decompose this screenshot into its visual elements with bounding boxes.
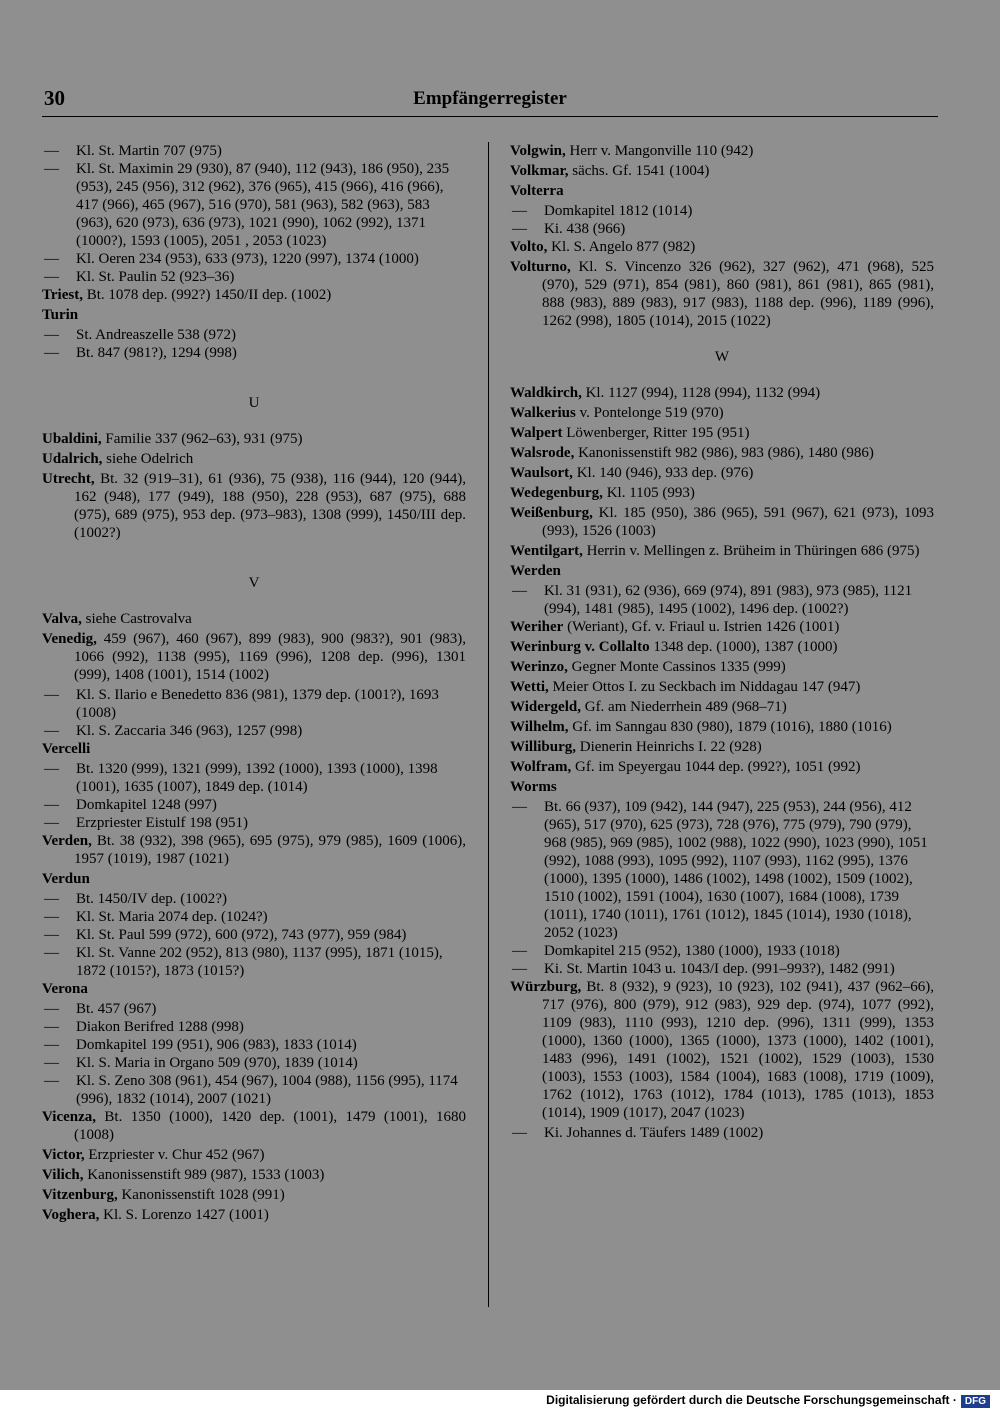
sub-entry-text: Domkapitel 1248 (997) bbox=[76, 797, 217, 813]
entry-headword: Werden bbox=[510, 563, 561, 579]
index-entry bbox=[510, 444, 934, 462]
entry-text: Kanonissenstift 1028 (991) bbox=[117, 1187, 285, 1203]
entry-text: Kl. S. Lorenzo 1427 (1001) bbox=[99, 1207, 269, 1223]
entry-text: Bt. 38 (932), 398 (965), 695 (975), 979 (985), 1609 (1006), 1957 (1019), 1987 (1021) bbox=[74, 833, 466, 867]
index-entry bbox=[510, 698, 934, 716]
index-entry bbox=[42, 980, 466, 998]
sub-entry-text: Bt. 1450/IV dep. (1002?) bbox=[76, 891, 227, 907]
sub-entry-text: Erzpriester Eistulf 198 (951) bbox=[76, 815, 249, 831]
entry-headword: Wolfram, bbox=[510, 759, 572, 775]
entry-text: 1348 dep. (1000), 1387 (1000) bbox=[649, 639, 838, 655]
entry-text: Gegner Monte Cassinos 1335 (999) bbox=[567, 659, 786, 675]
sub-entry bbox=[44, 944, 466, 980]
dash-marker: — bbox=[44, 345, 59, 361]
sub-entry bbox=[44, 142, 466, 160]
entry-headword: Walkerius bbox=[510, 405, 576, 421]
entry-headword: Volkmar, bbox=[510, 163, 569, 179]
dash-marker: — bbox=[512, 203, 527, 219]
index-entry bbox=[42, 306, 466, 324]
sub-entry-text: Kl. S. Zeno 308 (961), 454 (967), 1004 (988), 1156 (995), 1174 (996), 1832 (1014), 2007 (1021) bbox=[76, 1073, 458, 1107]
index-entry bbox=[42, 1146, 466, 1164]
index-entry bbox=[510, 464, 934, 482]
sub-entry bbox=[44, 1000, 466, 1018]
entry-headword: Utrecht, bbox=[42, 471, 95, 487]
entry-headword: Wilhelm, bbox=[510, 719, 569, 735]
index-entry bbox=[510, 384, 934, 402]
dash-marker: — bbox=[512, 799, 527, 815]
dash-marker: — bbox=[44, 927, 59, 943]
dash-marker: — bbox=[44, 327, 59, 343]
index-entry bbox=[510, 778, 934, 796]
dash-marker: — bbox=[44, 891, 59, 907]
entry-text: Bt. 1078 dep. (992?) 1450/II dep. (1002) bbox=[82, 287, 332, 303]
entry-text: Gf. im Sanngau 830 (980), 1879 (1016), 1880 (1016) bbox=[568, 719, 892, 735]
dash-marker: — bbox=[44, 687, 59, 703]
entry-headword: Venedig, bbox=[42, 631, 97, 647]
index-entry bbox=[510, 758, 934, 776]
index-entry bbox=[510, 142, 934, 160]
entry-text: Kl. 1105 (993) bbox=[602, 485, 695, 501]
index-entry bbox=[42, 1108, 466, 1144]
dash-marker: — bbox=[512, 961, 527, 977]
index-entry bbox=[42, 470, 466, 542]
index-entry bbox=[42, 870, 466, 888]
entry-text: Kl. 1127 (994), 1128 (994), 1132 (994) bbox=[581, 385, 821, 401]
entry-text: Gf. im Speyergau 1044 dep. (992?), 1051 (992) bbox=[571, 759, 861, 775]
sub-entry bbox=[44, 326, 466, 344]
entry-headword: Vercelli bbox=[42, 741, 91, 757]
entry-headword: Turin bbox=[42, 307, 79, 323]
sub-entry-text: Domkapitel 215 (952), 1380 (1000), 1933 (1018) bbox=[544, 943, 840, 959]
entry-headword: Wedegenburg, bbox=[510, 485, 603, 501]
sub-entry-text: Kl. 31 (931), 62 (936), 669 (974), 891 (983), 973 (985), 1121 (994), 1481 (985), 1495 (1002), 1496 dep. (1002?) bbox=[544, 583, 913, 617]
sub-entry-text: Kl. St. Maximin 29 (930), 87 (940), 112 (943), 186 (950), 235 (953), 245 (956), 312 (962), 376 (965), 415 (966), 416 (966), 417 (966), 465 (967), 516 (970), 581 (963), 582 (963), 583 (963), 620 (973), 636 (973), 1021 (990), 1062 (992), 1371 (1000?), 1593 (1005), 2051 , 2053 (1023) bbox=[76, 161, 450, 249]
page-header bbox=[42, 86, 938, 117]
entry-text: Herr v. Mangonville 110 (942) bbox=[565, 143, 754, 159]
dash-marker: — bbox=[44, 161, 59, 177]
sub-entry bbox=[512, 220, 934, 238]
sub-entry-text: Kl. St. Paul 599 (972), 600 (972), 743 (977), 959 (984) bbox=[76, 927, 407, 943]
entry-text: Kl. S. Angelo 877 (982) bbox=[547, 239, 696, 255]
section-letter: V bbox=[248, 575, 260, 591]
sub-entry bbox=[512, 960, 934, 978]
dfg-logo: DFG bbox=[961, 1395, 990, 1408]
index-entry bbox=[510, 618, 934, 636]
entry-text: v. Pontelonge 519 (970) bbox=[575, 405, 724, 421]
entry-headword: Voghera, bbox=[42, 1207, 100, 1223]
sub-entry bbox=[44, 908, 466, 926]
sub-entry bbox=[44, 760, 466, 796]
right-column bbox=[510, 142, 934, 1142]
page-number: 30 bbox=[44, 86, 65, 110]
index-entry bbox=[510, 658, 934, 676]
sub-entry bbox=[44, 1036, 466, 1054]
index-entry bbox=[510, 484, 934, 502]
sub-entry bbox=[44, 686, 466, 722]
sub-entry bbox=[512, 582, 934, 618]
index-entry bbox=[42, 630, 466, 684]
entry-text: Familie 337 (962–63), 931 (975) bbox=[101, 431, 303, 447]
dash-marker: — bbox=[44, 761, 59, 777]
dash-marker: — bbox=[44, 269, 59, 285]
dash-marker: — bbox=[44, 909, 59, 925]
sub-entry-text: Kl. St. Maria 2074 dep. (1024?) bbox=[76, 909, 268, 925]
index-entry bbox=[510, 978, 934, 1122]
dash-marker: — bbox=[512, 943, 527, 959]
dash-marker: — bbox=[44, 1055, 59, 1071]
left-column bbox=[42, 142, 466, 1226]
index-entry bbox=[510, 678, 934, 696]
sub-entry bbox=[512, 202, 934, 220]
entry-text: Bt. 32 (919–31), 61 (936), 75 (938), 116 (944), 120 (944), 162 (948), 177 (949), 188 (950), 228 (953), 687 (975), 688 (975), 689 (975), 953 dep. (973–983), 1308 (999), 1450/III dep. (1002?) bbox=[74, 471, 466, 541]
sub-entry-text: Kl. S. Zaccaria 346 (963), 1257 (998) bbox=[76, 723, 303, 739]
index-entry bbox=[510, 238, 934, 256]
entry-headword: Waulsort, bbox=[510, 465, 573, 481]
entry-headword: Verdun bbox=[42, 871, 90, 887]
index-entry bbox=[42, 740, 466, 758]
entry-text: (Weriant), Gf. v. Friaul u. Istrien 1426 (1001) bbox=[563, 619, 840, 635]
entry-headword: Wentilgart, bbox=[510, 543, 583, 559]
index-entry bbox=[42, 450, 466, 468]
entry-headword: Waldkirch, bbox=[510, 385, 582, 401]
sub-entry-text: Kl. S. Ilario e Benedetto 836 (981), 1379 dep. (1001?), 1693 (1008) bbox=[76, 687, 439, 721]
entry-headword: Weißenburg, bbox=[510, 505, 593, 521]
entry-headword: Volterra bbox=[510, 183, 564, 199]
entry-headword: Werinzo, bbox=[510, 659, 568, 675]
entry-text: sächs. Gf. 1541 (1004) bbox=[568, 163, 710, 179]
dash-marker: — bbox=[44, 815, 59, 831]
sub-entry bbox=[512, 942, 934, 960]
dash-marker: — bbox=[44, 1037, 59, 1053]
entry-text: siehe Odelrich bbox=[102, 451, 194, 467]
entry-headword: Valva, bbox=[42, 611, 82, 627]
index-entry bbox=[42, 832, 466, 868]
entry-headword: Weriher bbox=[510, 619, 564, 635]
dash-marker: — bbox=[512, 221, 527, 237]
entry-headword: Worms bbox=[510, 779, 557, 795]
sub-entry bbox=[44, 890, 466, 908]
sub-entry bbox=[512, 1124, 934, 1142]
sub-entry bbox=[44, 814, 466, 832]
sub-entry-text: Kl. Oeren 234 (953), 633 (973), 1220 (997), 1374 (1000) bbox=[76, 251, 419, 267]
sub-entry bbox=[44, 926, 466, 944]
sub-entry-text: Domkapitel 1812 (1014) bbox=[544, 203, 693, 219]
entry-text: Dienerin Heinrichs I. 22 (928) bbox=[576, 739, 762, 755]
index-entry bbox=[42, 1186, 466, 1204]
index-entry bbox=[42, 286, 466, 304]
entry-headword: Verden, bbox=[42, 833, 92, 849]
index-entry bbox=[510, 404, 934, 422]
footer-text: Digitalisierung gefördert durch die Deutsche Forschungsgemeinschaft · bbox=[546, 1393, 957, 1407]
sub-entry-text: Kl. S. Maria in Organo 509 (970), 1839 (1014) bbox=[76, 1055, 358, 1071]
sub-entry bbox=[44, 1072, 466, 1108]
sub-entry-text: Diakon Berifred 1288 (998) bbox=[76, 1019, 244, 1035]
entry-headword: Walsrode, bbox=[510, 445, 575, 461]
entry-headword: Victor, bbox=[42, 1147, 85, 1163]
index-entry bbox=[42, 1206, 466, 1224]
dash-marker: — bbox=[512, 1125, 527, 1141]
entry-headword: Volturno, bbox=[510, 259, 571, 275]
sub-entry-text: St. Andreaszelle 538 (972) bbox=[76, 327, 236, 343]
entry-text: Gf. am Niederrhein 489 (968–71) bbox=[580, 699, 787, 715]
sub-entry-text: Ki. 438 (966) bbox=[544, 221, 626, 237]
dash-marker: — bbox=[44, 1001, 59, 1017]
sub-entry-text: Kl. St. Martin 707 (975) bbox=[76, 143, 222, 159]
dash-marker: — bbox=[512, 583, 527, 599]
entry-headword: Verona bbox=[42, 981, 88, 997]
entry-text: Kanonissenstift 989 (987), 1533 (1003) bbox=[83, 1167, 325, 1183]
index-entry bbox=[510, 424, 934, 442]
dash-marker: — bbox=[44, 797, 59, 813]
sub-entry bbox=[44, 344, 466, 362]
entry-text: Kl. S. Vincenzo 326 (962), 327 (962), 471 (968), 525 (970), 529 (971), 854 (981), 860 (981), 861 (981), 865 (981), 888 (983), 889 (983), 917 (983), 1188 dep. (996), 1189 (996), 1262 (998), 1805 (1014), 2015 (1022) bbox=[542, 259, 934, 329]
index-entry bbox=[510, 162, 934, 180]
sub-entry bbox=[512, 798, 934, 942]
entry-text: siehe Castrovalva bbox=[81, 611, 192, 627]
sub-entry bbox=[44, 268, 466, 286]
dash-marker: — bbox=[44, 143, 59, 159]
sub-entry-text: Kl. St. Paulin 52 (923–36) bbox=[76, 269, 235, 285]
section-letter: W bbox=[714, 349, 730, 365]
entry-text: 459 (967), 460 (967), 899 (983), 900 (983?), 901 (983), 1066 (992), 1138 (995), 1169 (996), 1208 dep. (996), 1301 (999), 1408 (1001), 1514 (1002) bbox=[74, 631, 466, 683]
entry-headword: Vitzenburg, bbox=[42, 1187, 118, 1203]
sub-entry-text: Ki. St. Martin 1043 u. 1043/I dep. (991–993?), 1482 (991) bbox=[544, 961, 895, 977]
entry-headword: Vicenza, bbox=[42, 1109, 97, 1125]
index-entry bbox=[42, 610, 466, 628]
sub-entry bbox=[44, 796, 466, 814]
dash-marker: — bbox=[44, 945, 59, 961]
sub-entry bbox=[44, 722, 466, 740]
entry-headword: Vilich, bbox=[42, 1167, 84, 1183]
entry-headword: Ubaldini, bbox=[42, 431, 102, 447]
entry-text: Meier Ottos I. zu Seckbach im Niddagau 147 (947) bbox=[548, 679, 861, 695]
dash-marker: — bbox=[44, 723, 59, 739]
index-entry bbox=[510, 504, 934, 540]
entry-headword: Williburg, bbox=[510, 739, 576, 755]
dash-marker: — bbox=[44, 1019, 59, 1035]
sub-entry bbox=[44, 160, 466, 250]
entry-headword: Werinburg v. Collalto bbox=[510, 639, 650, 655]
column-divider bbox=[488, 142, 489, 1307]
entry-headword: Volgwin, bbox=[510, 143, 566, 159]
running-title: Empfängerregister bbox=[413, 88, 567, 109]
sub-entry-text: Bt. 847 (981?), 1294 (998) bbox=[76, 345, 237, 361]
index-entry bbox=[42, 430, 466, 448]
entry-text: Bt. 8 (932), 9 (923), 10 (923), 102 (941), 437 (962–66), 717 (976), 800 (979), 912 (983), 929 dep. (974), 1077 (992), 1109 (983), 1110 (993), 1210 dep. (996), 1311 (999), 1353 (1000), 1360 (1000), 1365 (1000), 1373 (1000), 1402 (1001), 1483 (996), 1491 (1002), 1521 (1002), 1529 (1003), 1530 (1003), 1553 (1003), 1584 (1004), 1683 (1008), 1719 (1009), 1762 (1012), 1763 (1012), 1784 (1013), 1785 (1013), 1853 (1014), 1909 (1017), 2047 (1023) bbox=[542, 979, 934, 1121]
index-entry bbox=[510, 542, 934, 560]
sub-entry-text: Bt. 66 (937), 109 (942), 144 (947), 225 (953), 244 (956), 412 (965), 517 (970), 625 (973), 728 (976), 775 (979), 790 (979), 968 (985), 969 (985), 1002 (988), 1022 (990), 1023 (990), 1051 (992), 1088 (993), 1095 (992), 1107 (993), 1162 (995), 1376 (1000), 1395 (1000), 1486 (1002), 1498 (1002), 1509 (1002), 1510 (1002), 1591 (1004), 1630 (1007), 1684 (1008), 1739 (1011), 1740 (1011), 1761 (1012), 1845 (1014), 1930 (1018), 2052 (1023) bbox=[544, 799, 928, 941]
dash-marker: — bbox=[44, 251, 59, 267]
dash-marker: — bbox=[44, 1073, 59, 1089]
sub-entry-text: Bt. 457 (967) bbox=[76, 1001, 157, 1017]
sub-entry-text: Ki. Johannes d. Täufers 1489 (1002) bbox=[544, 1125, 764, 1141]
index-entry bbox=[510, 638, 934, 656]
entry-headword: Triest, bbox=[42, 287, 83, 303]
entry-text: Löwenberger, Ritter 195 (951) bbox=[562, 425, 750, 441]
entry-headword: Volto, bbox=[510, 239, 548, 255]
index-entry bbox=[510, 718, 934, 736]
index-entry bbox=[510, 738, 934, 756]
entry-headword: Udalrich, bbox=[42, 451, 103, 467]
entry-text: Kl. 140 (946), 933 dep. (976) bbox=[572, 465, 754, 481]
sub-entry-text: Kl. St. Vanne 202 (952), 813 (980), 1137 (995), 1871 (1015), 1872 (1015?), 1873 (1015?) bbox=[76, 945, 443, 979]
section-letter: U bbox=[248, 395, 260, 411]
sub-entry bbox=[44, 1018, 466, 1036]
entry-text: Herrin v. Mellingen z. Brüheim in Thüringen 686 (975) bbox=[582, 543, 920, 559]
entry-text: Bt. 1350 (1000), 1420 dep. (1001), 1479 (1001), 1680 (1008) bbox=[74, 1109, 466, 1143]
index-entry bbox=[42, 1166, 466, 1184]
sub-entry-text: Domkapitel 199 (951), 906 (983), 1833 (1014) bbox=[76, 1037, 357, 1053]
entry-text: Kl. 185 (950), 386 (965), 591 (967), 621 (973), 1093 (993), 1526 (1003) bbox=[542, 505, 934, 539]
sub-entry bbox=[44, 1054, 466, 1072]
entry-headword: Walpert bbox=[510, 425, 563, 441]
entry-text: Erzpriester v. Chur 452 (967) bbox=[84, 1147, 265, 1163]
index-entry bbox=[510, 182, 934, 200]
entry-headword: Widergeld, bbox=[510, 699, 581, 715]
footer bbox=[546, 1393, 990, 1408]
entry-headword: Wetti, bbox=[510, 679, 549, 695]
index-entry bbox=[510, 562, 934, 580]
sub-entry-text: Bt. 1320 (999), 1321 (999), 1392 (1000), 1393 (1000), 1398 (1001), 1635 (1007), 1849 dep. (1014) bbox=[76, 761, 438, 795]
entry-headword: Würzburg, bbox=[510, 979, 582, 995]
index-entry bbox=[510, 258, 934, 330]
sub-entry bbox=[44, 250, 466, 268]
entry-text: Kanonissenstift 982 (986), 983 (986), 1480 (986) bbox=[574, 445, 874, 461]
